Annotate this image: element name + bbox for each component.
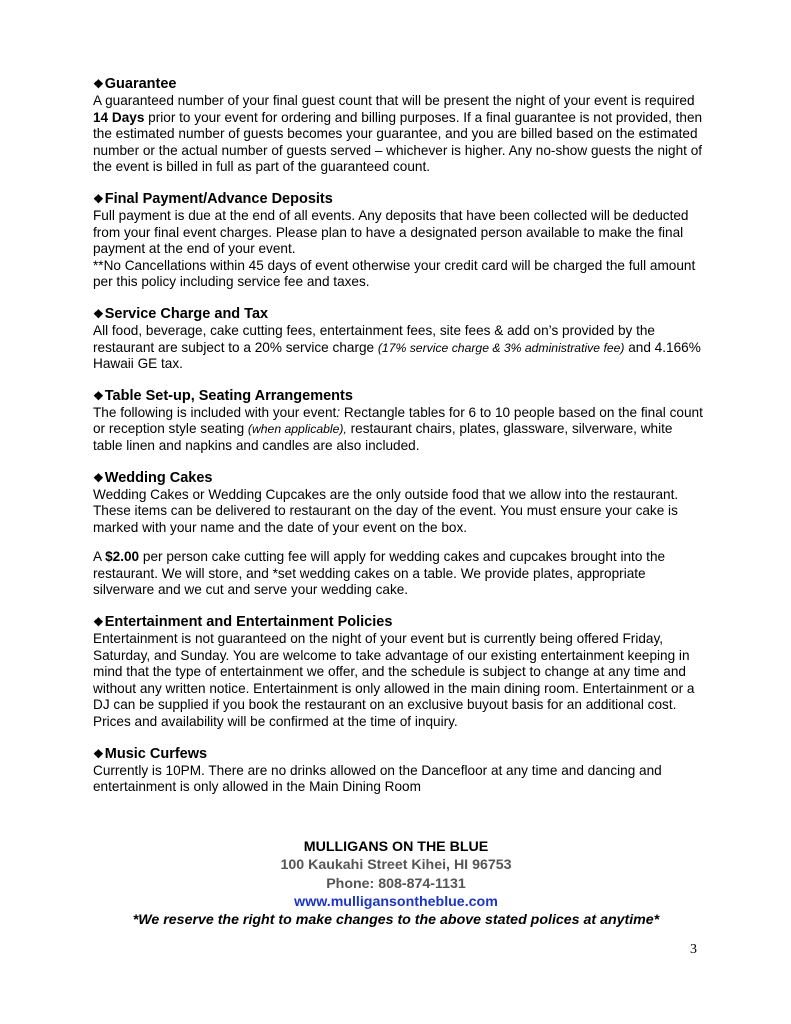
- diamond-bullet-icon: ❖: [93, 388, 104, 403]
- diamond-bullet-icon: ❖: [93, 191, 104, 206]
- section-heading: [93, 191, 705, 208]
- page-number: 3: [690, 942, 697, 957]
- section-title: Entertainment and Entertainment Policies: [104, 614, 393, 631]
- wedding-cakes-text: Wedding Cakes or Wedding Cupcakes are the only outside food that we allow into the restaurant. These items can be delivered to restaurant on the day of the event. You must ensure your cake is marked with your name and the date of your event on the box.: [93, 486, 679, 535]
- final-payment-section: [93, 191, 705, 291]
- text-run: restaurant chairs, plates, glassware, silverware, white table linen and napkins and candles are also included.: [93, 421, 673, 453]
- wedding-cakes-section: [93, 470, 705, 600]
- diamond-bullet-icon: ❖: [93, 746, 104, 761]
- entertainment-text: Entertainment is not guaranteed on the night of your event but is currently being offered Friday, Saturday, and Sunday. You are welcome to take advantage of our existing entertainment keeping in mind that the type of entertainment we offer, and the schedule is subject to change at any time and without any written notice. Entertainment is only allowed in the main dining room. Entertainment or a DJ can be supplied if you book the restaurant on an exclusive buyout basis for an additional cost. Prices and availability will be confirmed at the time of inquiry.: [93, 631, 695, 730]
- italic-text: (when applicable),: [247, 422, 347, 437]
- restaurant-address: 100 Kaukahi Street Kihei, HI 96753: [280, 857, 512, 874]
- music-curfews-section: [93, 746, 705, 796]
- italic-text: (17% service charge & 3% administrative fee): [377, 340, 625, 355]
- diamond-bullet-icon: ❖: [93, 470, 104, 485]
- diamond-bullet-icon: ❖: [93, 306, 104, 321]
- section-heading: [93, 614, 705, 631]
- diamond-bullet-icon: ❖: [93, 77, 104, 91]
- section-heading: [93, 470, 705, 487]
- text-run: Rectangle tables for 6 to 10 people based on the final count or reception style seating: [93, 404, 703, 437]
- restaurant-name: MULLIGANS ON THE BLUE: [303, 839, 489, 855]
- bold-text: 14 Days: [93, 109, 145, 125]
- section-title: Guarantee: [104, 76, 177, 92]
- table-setup-text: [93, 405, 705, 455]
- section-heading: [93, 746, 705, 763]
- text-run: and 4.166% Hawaii GE tax.: [93, 339, 701, 372]
- entertainment-section: [93, 614, 705, 731]
- music-curfews-text: Currently is 10PM. There are no drinks allowed on the Dancefloor at any time and dancing and entertainment is only allowed in the Main Dining Room: [93, 762, 662, 795]
- section-heading: [93, 306, 705, 323]
- section-title: Music Curfews: [104, 745, 208, 762]
- table-setup-section: [93, 388, 705, 455]
- policy-disclaimer: *We reserve the right to make changes to the above stated polices at anytime*: [132, 912, 660, 929]
- restaurant-footer: [60, 838, 732, 929]
- section-title: Final Payment/Advance Deposits: [104, 190, 333, 207]
- guarantee-section: [93, 76, 705, 176]
- text-run: A guaranteed number of your final guest count that will be present the night of your event is required: [93, 93, 695, 108]
- diamond-bullet-icon: ❖: [93, 615, 104, 630]
- section-heading: [93, 76, 705, 93]
- guarantee-text: [93, 93, 705, 176]
- cake-cutting-fee-text: [93, 549, 705, 599]
- section-title: Table Set-up, Seating Arrangements: [104, 387, 353, 404]
- bold-text: $2.00: [105, 549, 140, 565]
- section-title: Wedding Cakes: [104, 469, 213, 486]
- website-link[interactable]: www.mulligansontheblue.com: [294, 893, 498, 910]
- italic-text: :: [336, 404, 341, 420]
- paragraph-gap: [93, 536, 705, 549]
- section-heading: [93, 388, 705, 405]
- section-title: Service Charge and Tax: [104, 305, 269, 322]
- service-charge-section: [93, 306, 705, 373]
- text-run: A: [93, 549, 106, 565]
- final-payment-text: Full payment is due at the end of all events. Any deposits that have been collected will be deducted from your final event charges. Please plan to have a designated person available to make the final payment at the end of your event.: [93, 207, 689, 257]
- text-run: All food, beverage, cake cutting fees, entertainment fees, site fees & add on’s provided by the restaurant are subject to a 20% service charge: [93, 322, 655, 355]
- cancellation-text: **No Cancellations within 45 days of event otherwise your credit card will be charged the full amount per this policy including service fee and taxes.: [93, 257, 696, 290]
- text-run: The following is included with your event: [93, 404, 337, 420]
- policies-page: [93, 76, 705, 811]
- text-run: per person cake cutting fee will apply for wedding cakes and cupcakes brought into the restaurant. We will store, and *set wedding cakes on a table. We provide plates, appropriate silverware and we cut and serve your wedding cake.: [93, 549, 666, 598]
- restaurant-phone: Phone: 808-874-1131: [326, 875, 466, 892]
- service-charge-text: [93, 323, 705, 373]
- text-run: prior to your event for ordering and billing purposes. If a final guarantee is not provided, then the estimated number of guests becomes your guarantee, and you are billed based on the estimated number or the actual number of guests served – whichever is higher. Any no-show guests the night of the event is billed in full as part of the guaranteed count.: [93, 109, 703, 175]
